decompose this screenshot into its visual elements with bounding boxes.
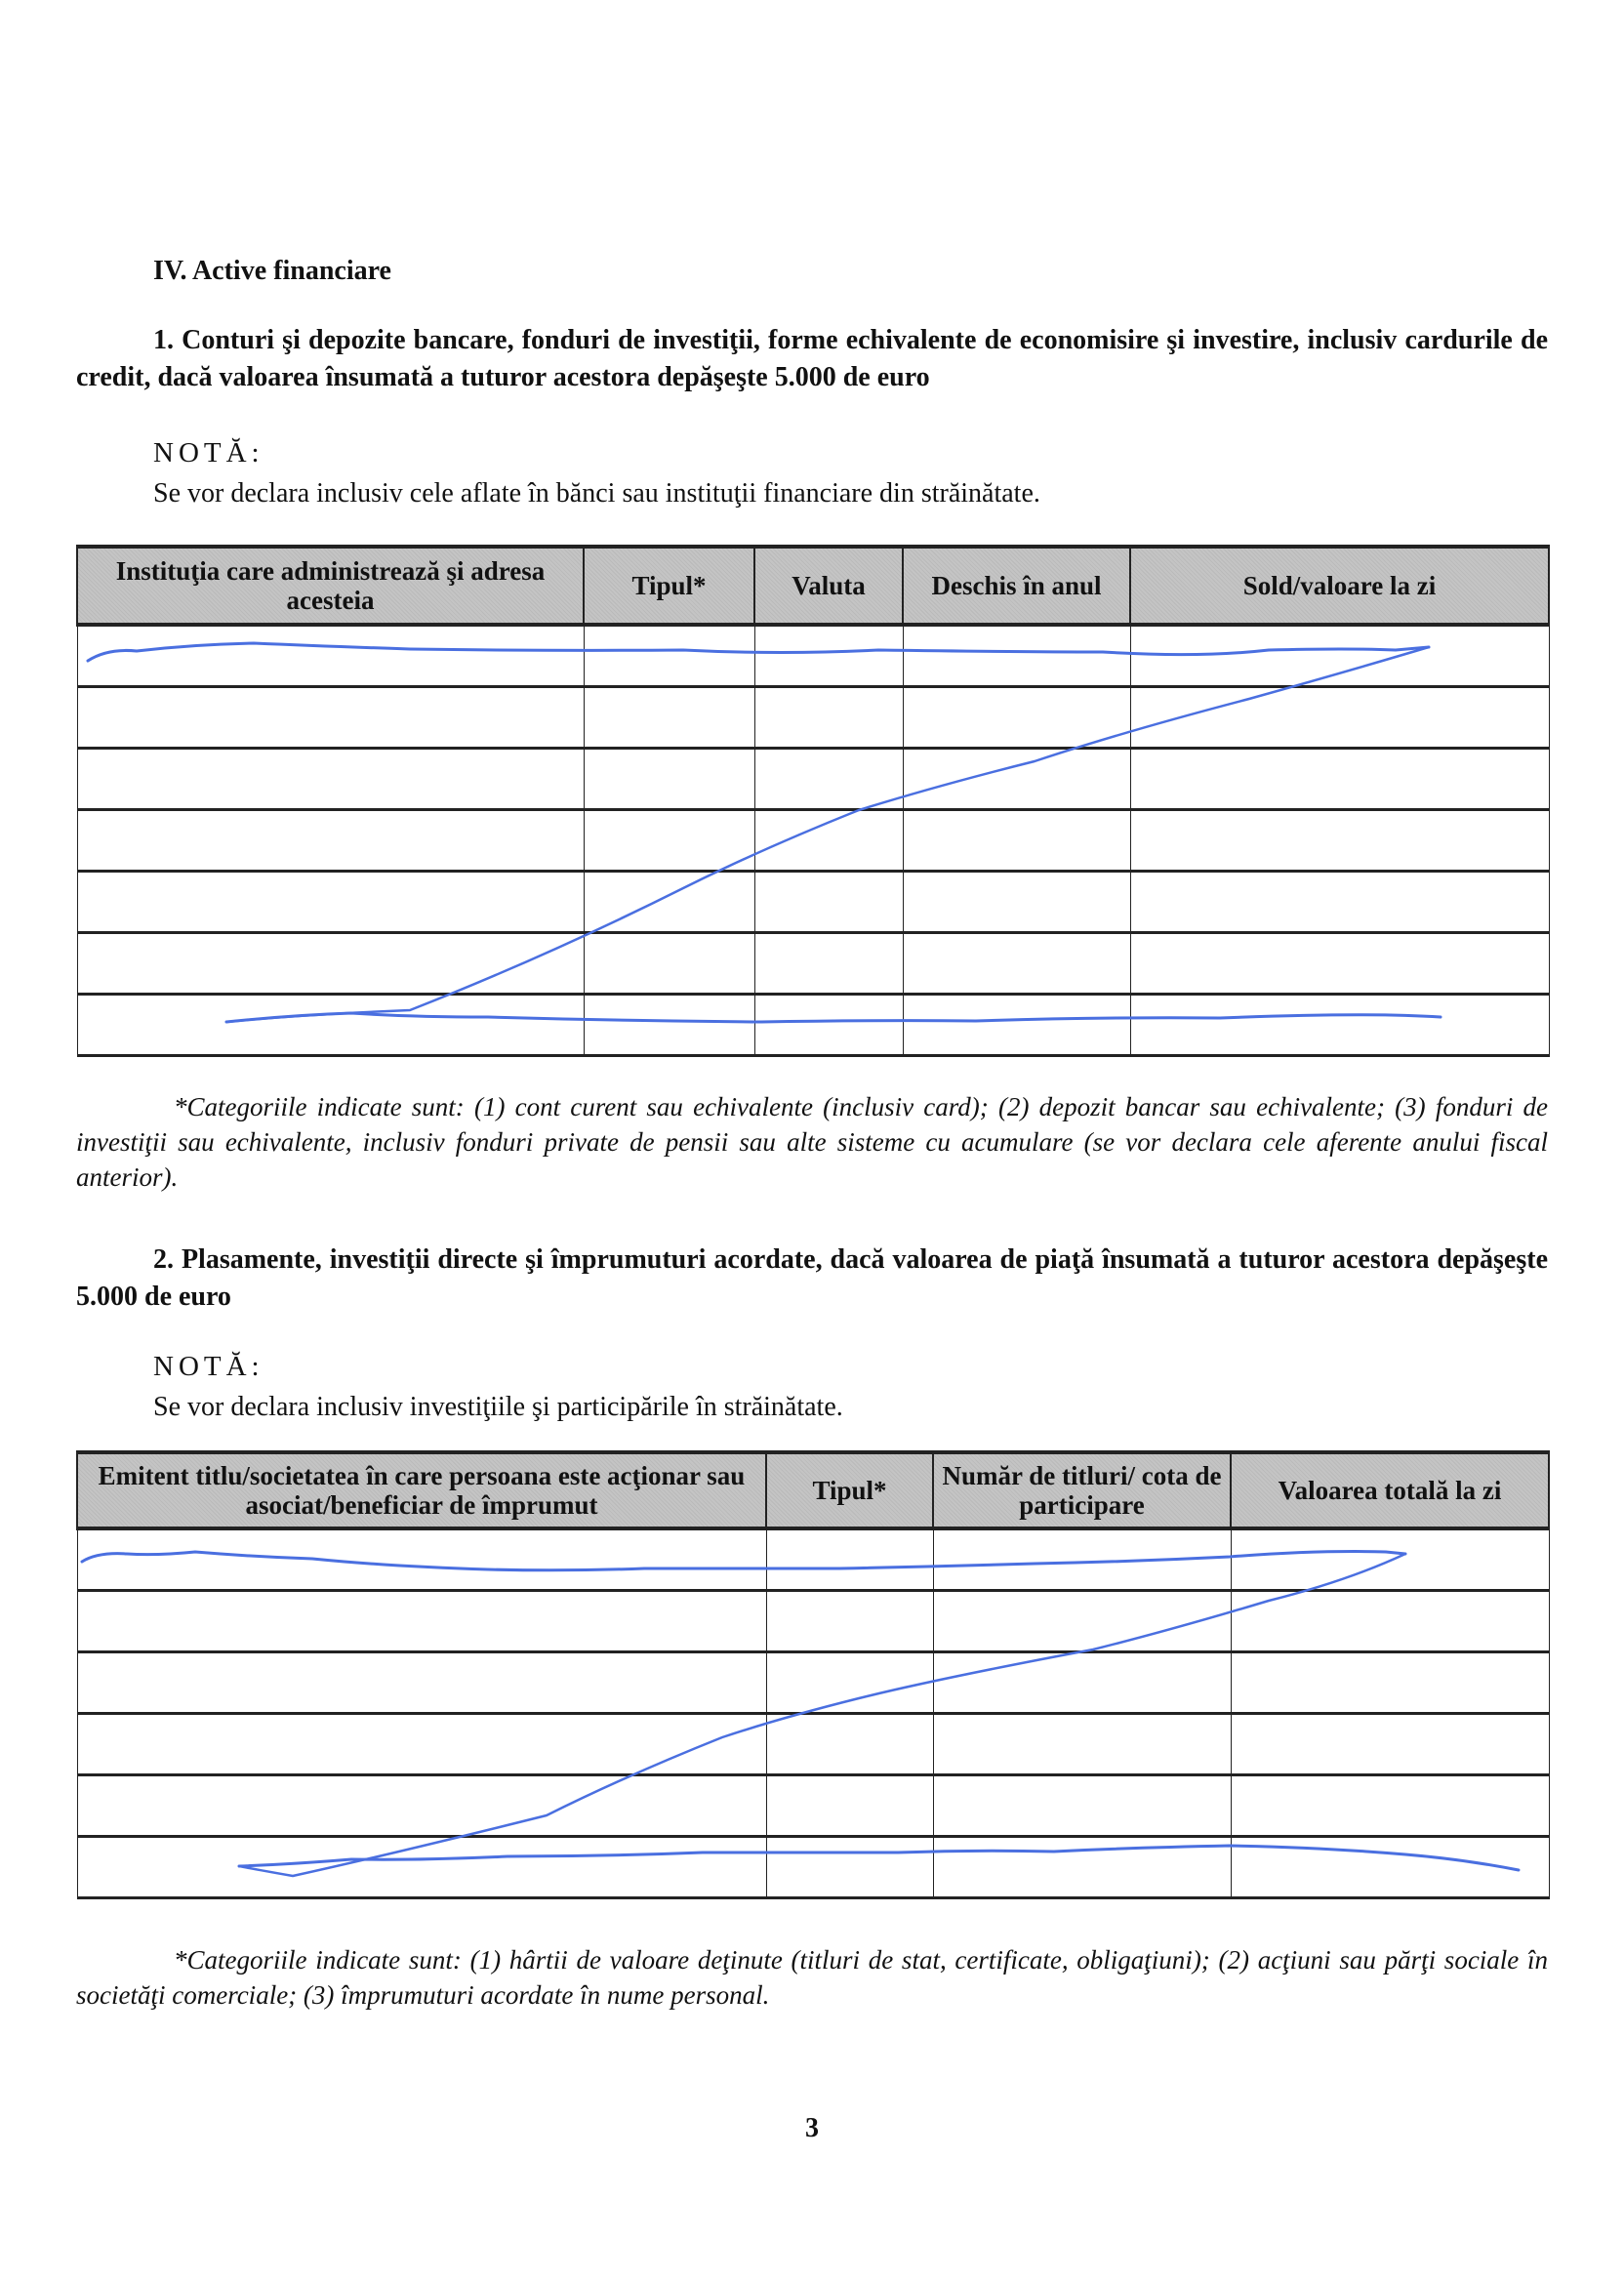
table-row [77,1590,1549,1651]
cell[interactable] [584,871,754,932]
cell[interactable] [903,994,1130,1055]
cell[interactable] [754,686,903,748]
col-institution: Instituţia care administrează şi adresa acesteia [77,547,584,625]
part2-heading [76,1242,1548,1316]
cell[interactable] [1130,932,1549,994]
table-row [77,932,1549,994]
part2-heading-text: 2. Plasamente, investiţii directe şi împrumuturi acordate, dacă valoarea de piaţă însumată a tuturor acestora depăşeşte 5.000 de euro [76,1244,1548,1312]
accounts-table-header [77,547,1549,625]
cell[interactable] [1130,809,1549,871]
cell[interactable] [77,932,584,994]
table-row [77,625,1549,686]
col-currency: Valuta [754,547,903,625]
table-row [77,1836,1549,1897]
cell[interactable] [1130,748,1549,809]
cell[interactable] [766,1774,933,1836]
part1-footnote-text: *Categoriile indicate sunt: (1) cont curent sau echivalente (inclusiv card); (2) depozit bancar sau echivalente; (3) fonduri de investiţii sau echivalente, inclusiv fonduri private de pensii sau alte sisteme cu acumulare (se vor declara cele aferente anului fiscal anterior). [76,1092,1548,1192]
table-row [77,1651,1549,1713]
col-total-value: Valoarea totală la zi [1231,1452,1549,1528]
cell[interactable] [754,809,903,871]
col-balance: Sold/valoare la zi [1130,547,1549,625]
cell[interactable] [903,871,1130,932]
col-shares-count: Număr de titluri/ cota de participare [933,1452,1231,1528]
cell[interactable] [766,1651,933,1713]
col-type: Tipul* [584,547,754,625]
cell[interactable] [933,1528,1231,1590]
part2-footnote-text: *Categoriile indicate sunt: (1) hârtii de valoare deţinute (titluri de stat, certificate, obligaţiuni); (2) acţiuni sau părţi sociale în societăţi comerciale; (3) împrumuturi acordate în nume personal. [76,1945,1548,2010]
cell[interactable] [584,932,754,994]
cell[interactable] [766,1713,933,1774]
cell[interactable] [77,1528,766,1590]
cell[interactable] [903,686,1130,748]
part2-nota-text: Se vor declara inclusiv investiţiile şi participările în străinătate. [153,1392,843,1422]
cell[interactable] [903,748,1130,809]
cell[interactable] [77,1836,766,1897]
cell[interactable] [77,1774,766,1836]
table-row [77,809,1549,871]
cell[interactable] [584,625,754,686]
cell[interactable] [584,809,754,871]
table-row [77,1774,1549,1836]
part1-footnote [76,1089,1548,1195]
cell[interactable] [933,1836,1231,1897]
cell[interactable] [754,994,903,1055]
cell[interactable] [584,994,754,1055]
part1-nota-title: NOTĂ: [153,437,264,468]
cell[interactable] [1231,1836,1549,1897]
cell[interactable] [933,1713,1231,1774]
cell[interactable] [754,625,903,686]
col-opened-year: Deschis în anul [903,547,1130,625]
cell[interactable] [77,1651,766,1713]
cell[interactable] [754,871,903,932]
cell[interactable] [1231,1528,1549,1590]
part2-nota-title: NOTĂ: [153,1351,264,1382]
part1-heading-text: 1. Conturi şi depozite bancare, fonduri de investiţii, forme echivalente de economisire şi investire, inclusiv cardurile de credit, dacă valoarea însumată a tuturor acestora depăşeşte 5.000 de euro [76,325,1548,392]
cell[interactable] [1231,1590,1549,1651]
cell[interactable] [1130,994,1549,1055]
cell[interactable] [77,809,584,871]
col-type: Tipul* [766,1452,933,1528]
table-row [77,748,1549,809]
cell[interactable] [1130,625,1549,686]
table-row [77,994,1549,1055]
cell[interactable] [1130,871,1549,932]
cell[interactable] [584,686,754,748]
cell[interactable] [77,994,584,1055]
cell[interactable] [766,1528,933,1590]
cell[interactable] [1130,686,1549,748]
table-row [77,686,1549,748]
cell[interactable] [77,686,584,748]
page-number: 3 [805,2113,819,2143]
cell[interactable] [754,932,903,994]
cell[interactable] [903,932,1130,994]
section-title: IV. Active financiare [153,256,391,286]
part1-heading [76,322,1548,396]
cell[interactable] [1231,1713,1549,1774]
table-row [77,1713,1549,1774]
table-row [77,1528,1549,1590]
cell[interactable] [933,1590,1231,1651]
accounts-table [76,545,1550,1057]
cell[interactable] [1231,1774,1549,1836]
cell[interactable] [77,748,584,809]
cell[interactable] [903,625,1130,686]
cell[interactable] [77,625,584,686]
cell[interactable] [933,1651,1231,1713]
investments-table [76,1450,1550,1899]
cell[interactable] [77,1713,766,1774]
part2-footnote [76,1942,1548,2013]
investments-table-header [77,1452,1549,1528]
table-row [77,871,1549,932]
cell[interactable] [933,1774,1231,1836]
cell[interactable] [584,748,754,809]
cell[interactable] [77,871,584,932]
cell[interactable] [754,748,903,809]
part1-nota-text: Se vor declara inclusiv cele aflate în bănci sau instituţii financiare din străinătate. [153,478,1040,509]
col-issuer: Emitent titlu/societatea în care persoana este acţionar sau asociat/beneficiar de împrumut [77,1452,766,1528]
cell[interactable] [1231,1651,1549,1713]
cell[interactable] [903,809,1130,871]
cell[interactable] [766,1590,933,1651]
cell[interactable] [77,1590,766,1651]
cell[interactable] [766,1836,933,1897]
